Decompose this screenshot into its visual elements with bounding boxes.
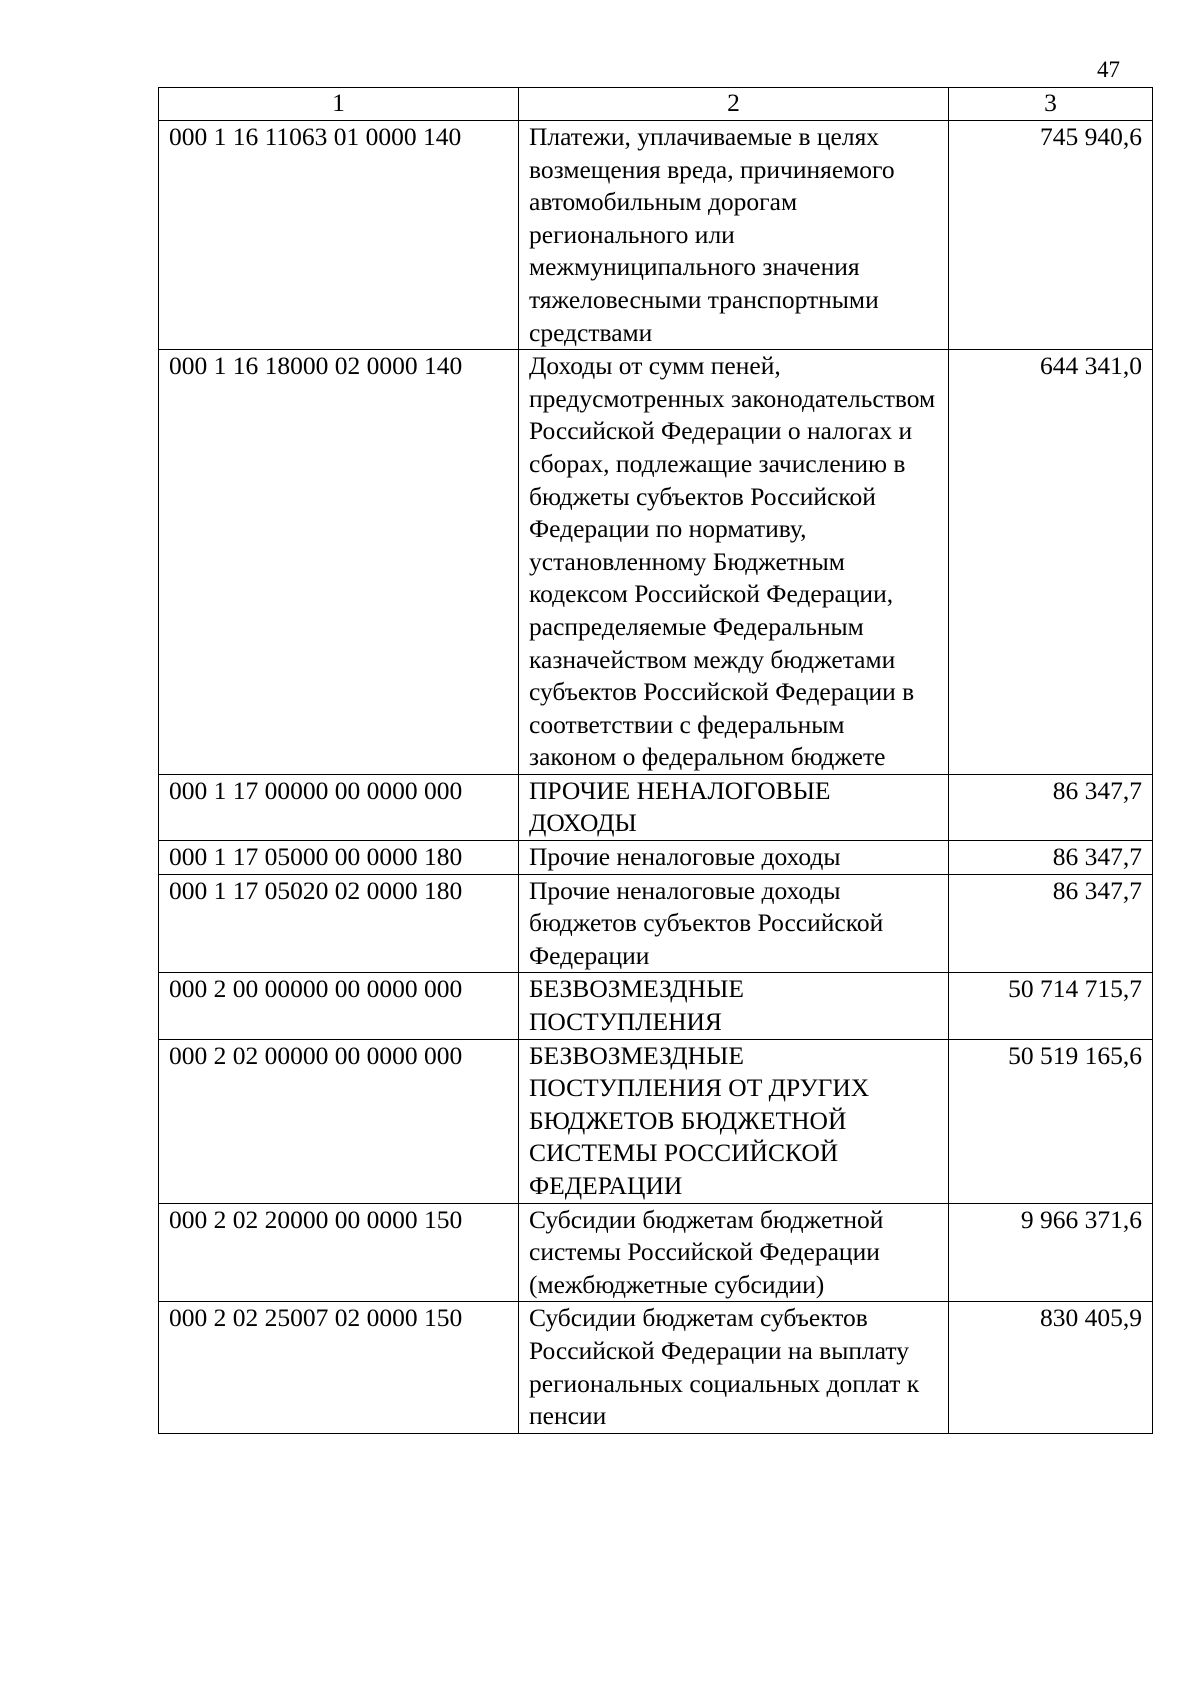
column-header-amount: 3 xyxy=(949,88,1153,121)
row-code: 000 1 16 11063 01 0000 140 xyxy=(159,121,519,350)
table-row xyxy=(159,1039,1153,1203)
row-code: 000 1 17 05020 02 0000 180 xyxy=(159,874,519,973)
row-amount: 86 347,7 xyxy=(949,874,1153,973)
row-name: Прочие неналоговые доходы xyxy=(519,841,949,875)
row-amount: 50 714 715,7 xyxy=(949,973,1153,1039)
row-amount: 830 405,9 xyxy=(949,1302,1153,1433)
row-name: Субсидии бюджетам бюджетной системы Российской Федерации (межбюджетные субсидии) xyxy=(519,1203,949,1302)
row-name: Субсидии бюджетам субъектов Российской Федерации на выплату региональных социальных доплат к пенсии xyxy=(519,1302,949,1433)
column-header-code: 1 xyxy=(159,88,519,121)
row-code: 000 1 17 05000 00 0000 180 xyxy=(159,841,519,875)
table-row xyxy=(159,121,1153,350)
row-name: Прочие неналоговые доходы бюджетов субъектов Российской Федерации xyxy=(519,874,949,973)
row-amount: 86 347,7 xyxy=(949,841,1153,875)
page-number: 47 xyxy=(1097,57,1120,82)
table-row xyxy=(159,973,1153,1039)
row-name: БЕЗВОЗМЕЗДНЫЕ ПОСТУПЛЕНИЯ ОТ ДРУГИХ БЮДЖЕТОВ БЮДЖЕТНОЙ СИСТЕМЫ РОССИЙСКОЙ ФЕДЕРАЦИИ xyxy=(519,1039,949,1203)
row-code: 000 1 17 00000 00 0000 000 xyxy=(159,774,519,840)
row-code: 000 2 02 20000 00 0000 150 xyxy=(159,1203,519,1302)
table-row xyxy=(159,350,1153,775)
row-amount: 86 347,7 xyxy=(949,774,1153,840)
row-code: 000 2 00 00000 00 0000 000 xyxy=(159,973,519,1039)
column-header-name: 2 xyxy=(519,88,949,121)
row-name: Платежи, уплачиваемые в целях возмещения вреда, причиняемого автомобильным дорогам регионального или межмуниципального значения тяжеловесными транспортными средствами xyxy=(519,121,949,350)
row-name: БЕЗВОЗМЕЗДНЫЕ ПОСТУПЛЕНИЯ xyxy=(519,973,949,1039)
row-name: ПРОЧИЕ НЕНАЛОГОВЫЕ ДОХОДЫ xyxy=(519,774,949,840)
row-code: 000 1 16 18000 02 0000 140 xyxy=(159,350,519,775)
row-amount: 644 341,0 xyxy=(949,350,1153,775)
row-name: Доходы от сумм пеней, предусмотренных законодательством Российской Федерации о налогах и сборах, подлежащие зачислению в бюджеты субъектов Российской Федерации по нормативу, установленному Бюджетным кодексом Российской Федерации, распределяемые Федеральным казначейством между бюджетами субъектов Российской Федерации в соответствии с федеральным законом о федеральном бюджете xyxy=(519,350,949,775)
row-amount: 50 519 165,6 xyxy=(949,1039,1153,1203)
budget-revenue-table xyxy=(158,87,1153,1434)
table-row xyxy=(159,774,1153,840)
row-amount: 745 940,6 xyxy=(949,121,1153,350)
row-amount: 9 966 371,6 xyxy=(949,1203,1153,1302)
row-code: 000 2 02 25007 02 0000 150 xyxy=(159,1302,519,1433)
table-row xyxy=(159,1302,1153,1433)
table-row xyxy=(159,874,1153,973)
table-header-row xyxy=(159,88,1153,121)
table-row xyxy=(159,841,1153,875)
row-code: 000 2 02 00000 00 0000 000 xyxy=(159,1039,519,1203)
table-row xyxy=(159,1203,1153,1302)
